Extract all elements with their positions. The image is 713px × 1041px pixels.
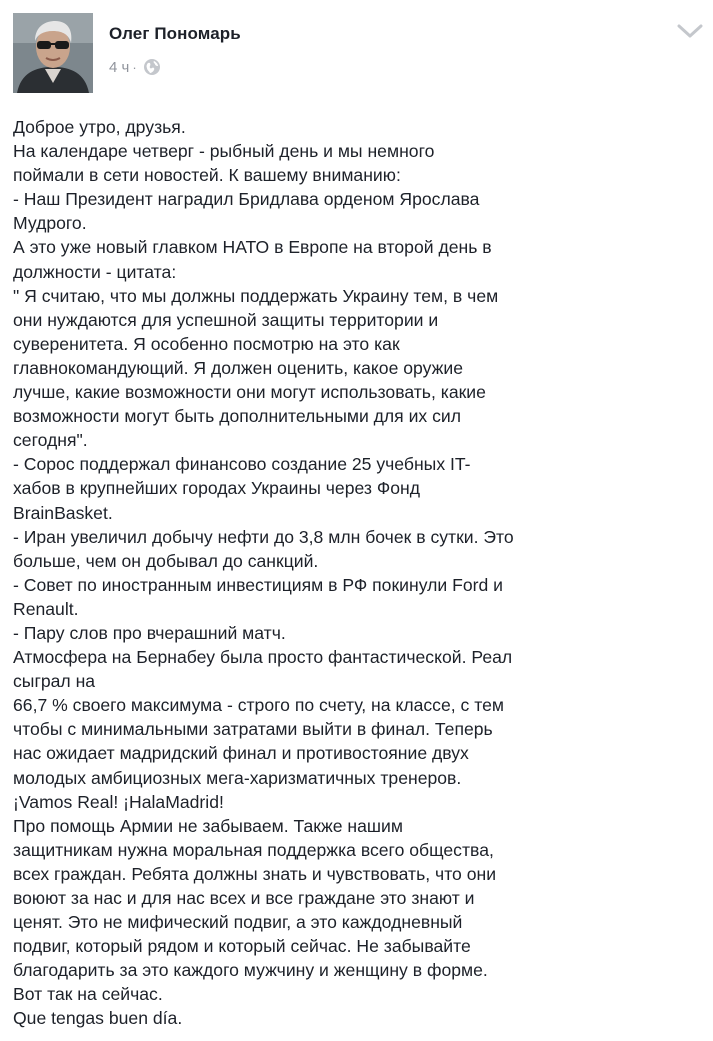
post-line: ценят. Это не мифический подвиг, а это каждодневный xyxy=(13,912,463,933)
post-line: - Наш Президент наградил Бридлава орденом Ярослава xyxy=(13,189,480,210)
post-line: хабов в крупнейших городах Украины через Фонд xyxy=(13,478,420,499)
post-line: чтобы с минимальными затратами выйти в финал. Теперь xyxy=(13,719,493,740)
post-line: Мудрого. xyxy=(13,213,87,234)
post-line: должности - цитата: xyxy=(13,261,177,282)
post-line: поймали в сети новостей. К вашему вниманию: xyxy=(13,165,401,186)
post-line: ¡Vamos Real! ¡HalaMadrid! xyxy=(13,791,224,812)
post-header xyxy=(13,13,703,93)
post-line: - Иран увеличил добычу нефти до 3,8 млн бочек в сутки. Это xyxy=(13,526,514,547)
post-line: На календаре четверг - рыбный день и мы немного xyxy=(13,141,435,162)
meta-separator: · xyxy=(132,59,137,75)
post-line: Доброе утро, друзья. xyxy=(13,117,186,137)
post-line: подвиг, который рядом и который сейчас. Не забывайте xyxy=(13,936,471,957)
avatar[interactable] xyxy=(13,13,93,93)
post-meta xyxy=(109,57,161,77)
post-line: А это уже новый главком НАТО в Европе на второй день в xyxy=(13,237,492,258)
avatar-photo xyxy=(13,13,93,93)
post-line: нас ожидает мадридский финал и противостояние двух xyxy=(13,743,469,764)
post-line: возможности могут быть дополнительными для их сил xyxy=(13,406,462,427)
post-line: защитникам нужна моральная поддержка всего общества, xyxy=(13,839,494,860)
post-line: воюют за нас и для нас всех и все граждане это знают и xyxy=(13,888,475,908)
post-line: Вот так на сейчас. xyxy=(13,984,163,1005)
post-line: BrainBasket. xyxy=(13,502,113,523)
post-line: Атмосфера на Бернабеу была просто фантастической. Реал xyxy=(13,647,513,668)
post-line: лучше, какие возможности они могут использовать, какие xyxy=(13,382,486,403)
post-line: " Я считаю, что мы должны поддержать Украину тем, в чем xyxy=(13,285,499,306)
post-line: они нуждаются для успешной защиты территории и xyxy=(13,309,439,330)
post-line: главнокомандующий. Я должен оценить, какое оружие xyxy=(13,357,464,378)
post-text xyxy=(13,115,703,1031)
globe-icon xyxy=(143,58,161,76)
post-line: больше, чем он добывал до санкций. xyxy=(13,550,319,571)
chevron-down-icon[interactable] xyxy=(677,21,703,41)
post-line: - Сорос поддержал финансово создание 25 учебных IT- xyxy=(13,454,471,475)
post-line: Renault. xyxy=(13,598,79,619)
author-name[interactable]: Олег Пономарь xyxy=(109,24,241,43)
post-line: Que tengas buen día. xyxy=(13,1008,183,1029)
post-line: - Совет по иностранным инвестициям в РФ покинули Ford и xyxy=(13,574,503,595)
post-line: - Пару слов про вчерашний матч. xyxy=(13,622,286,643)
post-timestamp[interactable]: 4 ч xyxy=(109,58,130,76)
post-line: Про помощь Армии не забываем. Также нашим xyxy=(13,815,403,836)
post-line: сыграл на xyxy=(13,671,96,692)
post-line: молодых амбициозных мега-харизматичных тренеров. xyxy=(13,767,462,788)
post-line: сегодня". xyxy=(13,430,88,451)
post-line: 66,7 % своего максимума - строго по счету, на классе, с тем xyxy=(13,695,504,716)
post-line: суверенитета. Я особенно посмотрю на это как xyxy=(13,333,400,354)
post-line: всех граждан. Ребята должны знать и чувствовать, что они xyxy=(13,863,497,884)
post-line: благодарить за это каждого мужчину и женщину в форме. xyxy=(13,960,488,981)
